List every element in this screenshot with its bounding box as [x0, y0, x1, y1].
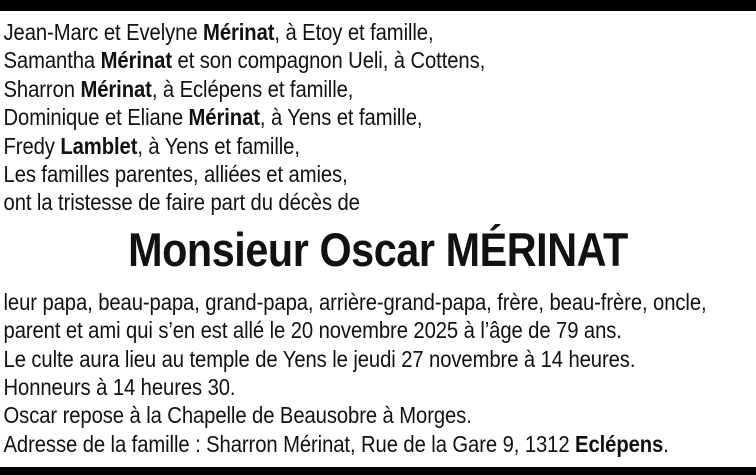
text-segment: Sharron [3, 75, 81, 102]
text-segment: Oscar repose à la Chapelle de Beausobre à Morges. [3, 402, 472, 429]
name-bold-segment: Mérinat [80, 75, 152, 102]
text-segment: leur papa, beau-papa, grand-papa, arrière-grand-papa, frère, beau-frère, oncle, [3, 288, 707, 315]
notice-text-line [0, 288, 756, 316]
name-bold-segment: Eclépens [575, 430, 664, 457]
notice-text-line [0, 316, 756, 344]
text-segment: et son compagnon Ueli, à Cottens, [171, 47, 486, 74]
text-segment: ont la tristesse de faire part du décès de [3, 189, 360, 216]
top-border-bar [0, 0, 756, 11]
notice-text-line [0, 103, 756, 131]
name-bold-segment: Mérinat [203, 19, 275, 45]
text-segment: Honneurs à 14 heures 30. [3, 374, 236, 401]
text-segment: Les familles parentes, alliées et amies, [3, 161, 348, 188]
text-segment: Fredy [3, 132, 61, 159]
text-segment: Jean-Marc et Evelyne [3, 19, 204, 45]
bottom-border-bar [0, 467, 756, 475]
text-segment: . [663, 430, 669, 457]
notice-detail-lines [0, 288, 756, 458]
notice-text-line [0, 430, 756, 458]
text-segment: , à Yens et famille, [259, 104, 423, 131]
text-segment: Dominique et Eliane [3, 104, 189, 131]
notice-text-line [0, 160, 756, 188]
notice-text-line [0, 345, 756, 373]
name-bold-segment: Mérinat [188, 104, 260, 131]
deceased-name-title: Monsieur Oscar MÉRINAT [128, 222, 628, 276]
notice-text-line [0, 18, 756, 46]
notice-text-line [0, 188, 756, 216]
text-segment: Adresse de la famille : Sharron Mérinat, Rue de la Gare 9, 1312 [3, 430, 576, 457]
notice-text-line [0, 75, 756, 103]
notice-text-line [0, 373, 756, 401]
notice-text-line [0, 401, 756, 429]
notice-text-line [0, 132, 756, 160]
text-segment: , à Etoy et famille, [274, 19, 434, 45]
text-segment: Le culte aura lieu au temple de Yens le jeudi 27 novembre à 14 heures. [3, 345, 636, 372]
name-bold-segment: Mérinat [100, 47, 172, 74]
text-segment: Samantha [3, 47, 101, 74]
name-bold-segment: Lamblet [60, 132, 138, 159]
text-segment: , à Yens et famille, [137, 132, 300, 159]
family-intro-lines [0, 18, 756, 217]
text-segment: , à Eclépens et famille, [151, 75, 354, 102]
notice-text-line [0, 46, 756, 74]
text-segment: parent et ami qui s’en est allé le 20 novembre 2025 à l’âge de 79 ans. [3, 317, 622, 344]
death-notice [0, 18, 756, 458]
